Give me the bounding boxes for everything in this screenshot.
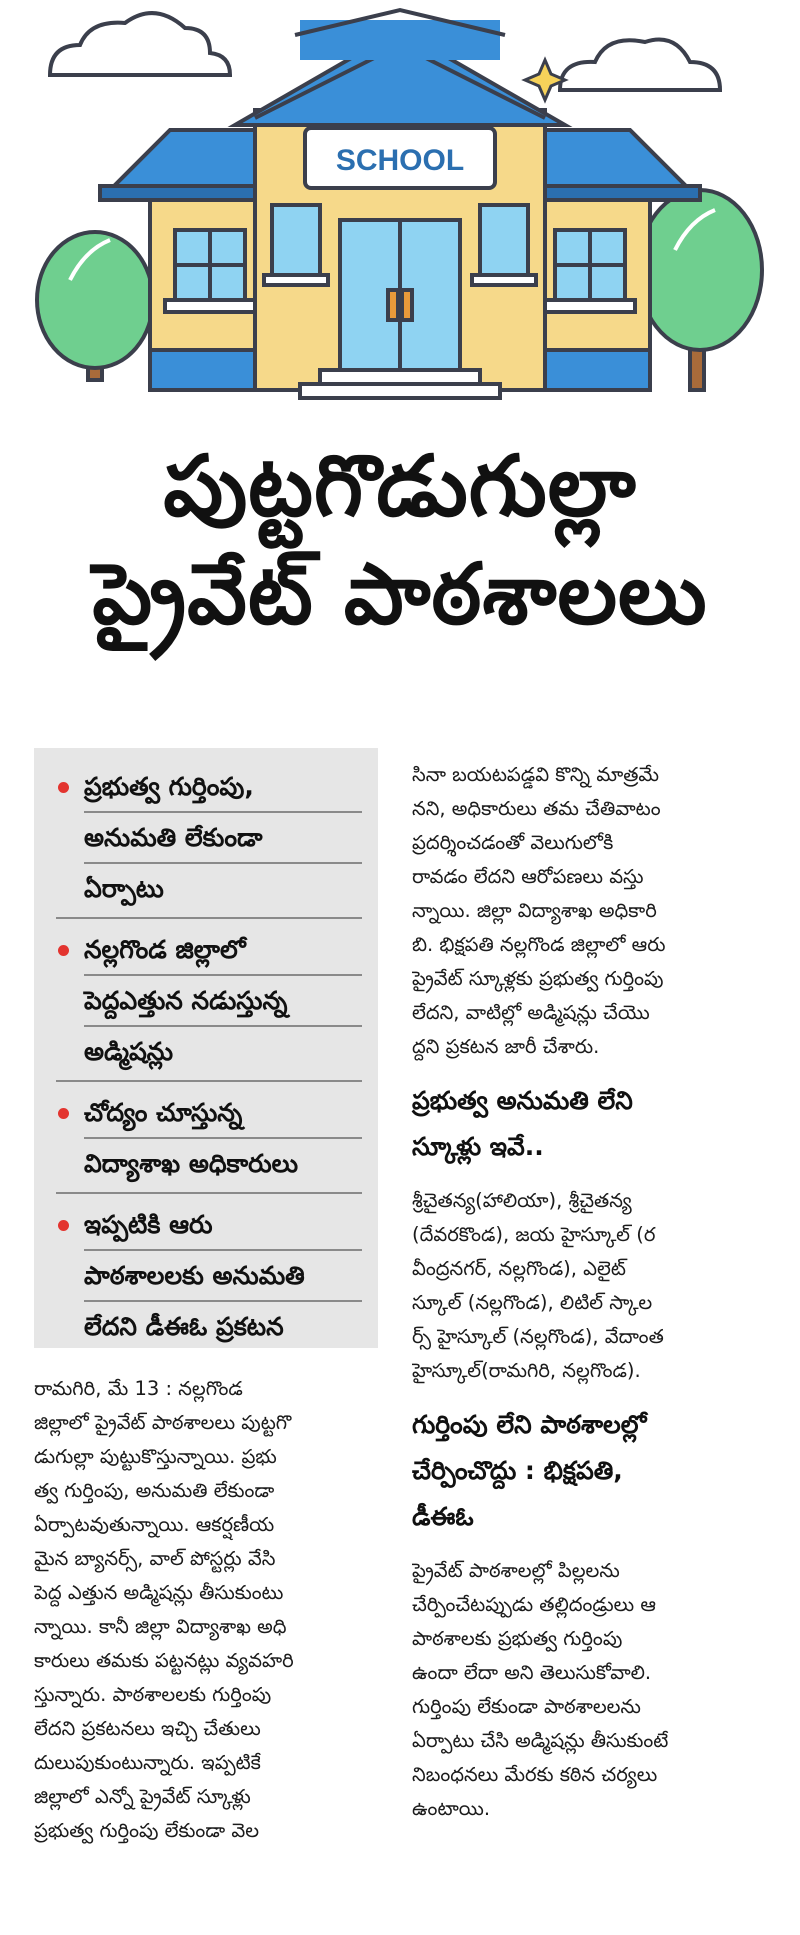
article-paragraph-2	[412, 1184, 772, 1388]
text-line: ప్రదర్శించడంతో వెలుగులోకి	[412, 831, 614, 854]
highlight-line: నల్లగొండ జిల్లాలో	[84, 925, 362, 976]
article-paragraph-3	[412, 1554, 772, 1826]
text-line: ప్రైవేట్ స్కూళ్లకు ప్రభుత్వ గుర్తింపు	[412, 967, 664, 990]
text-line: నిబంధనలు మేరకు కఠిన చర్యలు	[412, 1763, 658, 1786]
text-line: బి. భిక్షపతి నల్లగొండ జిల్లాలో ఆరు	[412, 933, 666, 956]
highlight-text	[84, 1200, 362, 1351]
subhead-2	[412, 1402, 772, 1540]
highlight-line: అడ్మిషన్లు	[84, 1037, 174, 1066]
text-line: హైస్కూల్(రామగిరి, నల్లగొండ).	[412, 1359, 641, 1382]
text-line: ఏర్పాటవుతున్నాయి. ఆకర్షణీయ	[34, 1513, 275, 1536]
text-line: చేర్పించేటప్పుడు తల్లిదండ్రులు ఆ	[412, 1593, 656, 1616]
sparkle-icon	[525, 60, 565, 100]
headline-line-2: ప్రైవేట్ పాఠశాలలు	[92, 545, 708, 643]
bullet-icon	[58, 782, 69, 793]
text-line: ద్దని ప్రకటన జారీ చేశారు.	[412, 1035, 600, 1058]
subhead-line: గుర్తింపు లేని పాఠశాలల్లో	[412, 1410, 647, 1439]
highlight-line: పాఠశాలలకు అనుమతి	[84, 1251, 362, 1302]
text-line: పెద్ద ఎత్తున అడ్మిషన్లు తీసుకుంటు	[34, 1581, 284, 1604]
text-line: గుర్తింపు లేకుండా పాఠశాలలను	[412, 1695, 641, 1718]
highlight-line: లేదని డీఈఓ ప్రకటన	[84, 1312, 284, 1341]
text-line: దులుపుకుంటున్నారు. ఇప్పటికే	[34, 1751, 261, 1774]
text-line: కారులు తమకు పట్టనట్లు వ్యవహరి	[34, 1649, 294, 1672]
text-line: లేదని ప్రకటనలు ఇచ్చి చేతులు	[34, 1717, 261, 1740]
text-line: వీంద్రనగర్, నల్లగొండ), ఎలైట్	[412, 1257, 626, 1280]
subhead-line: ప్రభుత్వ అనుమతి లేని	[412, 1086, 633, 1115]
text-line: ప్రభుత్వ గుర్తింపు లేకుండా వెల	[34, 1819, 260, 1842]
cloud-left-icon	[50, 13, 230, 75]
highlight-line: పెద్దఎత్తున నడుస్తున్న	[84, 976, 362, 1027]
subhead-line: డీఈఓ	[412, 1502, 474, 1531]
text-line: ఉందా లేదా అని తెలుసుకోవాలి.	[412, 1661, 652, 1684]
highlight-line: అనుమతి లేకుండా	[84, 813, 362, 864]
text-line: స్తున్నారు. పాఠశాలలకు గుర్తింపు	[34, 1683, 272, 1706]
bullet-icon	[58, 1108, 69, 1119]
text-line: ఏర్పాటు చేసి అడ్మిషన్లు తీసుకుంటే	[412, 1729, 669, 1752]
text-line: పాఠశాలకు ప్రభుత్వ గుర్తింపు	[412, 1627, 623, 1650]
cloud-right-icon	[560, 40, 720, 91]
text-line: డుగుల్లా పుట్టుకొస్తున్నాయి. ప్రభు	[34, 1445, 277, 1468]
school-sign-text: SCHOOL	[335, 144, 465, 177]
text-line: ర్స్ హైస్కూల్ (నల్లగొండ), వేదాంత	[412, 1325, 664, 1348]
highlight-line: విద్యాశాఖ అధికారులు	[84, 1149, 299, 1178]
highlight-item	[56, 1200, 362, 1355]
subhead-1	[412, 1078, 772, 1170]
text-line: (దేవరకొండ), జయ హైస్కూల్ (ర	[412, 1223, 656, 1246]
subhead-line: చేర్పించొద్దు : భిక్షపతి,	[412, 1456, 623, 1485]
school-illustration	[0, 0, 800, 425]
highlights-box	[34, 748, 378, 1348]
highlight-text	[84, 762, 362, 913]
highlight-line: చోద్యం చూస్తున్న	[84, 1088, 362, 1139]
text-line: స్కూల్ (నల్లగొండ), లిటిల్ స్కాల	[412, 1291, 653, 1314]
highlight-item	[56, 1088, 362, 1194]
text-line: రామగిరి, మే 13 : నల్లగొండ	[34, 1377, 243, 1400]
text-line: లేదని, వాటిల్లో అడ్మిషన్లు చేయొ	[412, 1001, 650, 1024]
text-line: సినా బయటపడ్డవి కొన్ని మాత్రమే	[412, 763, 660, 786]
text-line: నని, అధికారులు తమ చేతివాటం	[412, 797, 661, 820]
highlight-line: ఇప్పటికి ఆరు	[84, 1200, 362, 1251]
text-line: మైన బ్యానర్స్, వాల్ పోస్టర్లు వేసి	[34, 1547, 276, 1570]
tree-right-icon	[638, 190, 762, 390]
text-line: జిల్లాలో ఎన్నో ప్రైవేట్ స్కూళ్లు	[34, 1785, 251, 1808]
highlight-item	[56, 925, 362, 1082]
headline-line-1: పుట్టగొడుగుల్లా	[163, 437, 637, 535]
headline	[0, 432, 800, 648]
article-column-left	[34, 1372, 382, 1848]
highlight-text	[84, 925, 362, 1076]
text-line: త్వ గుర్తింపు, అనుమతి లేకుండా	[34, 1479, 275, 1502]
text-line: న్నాయి. జిల్లా విద్యాశాఖ అధికారి	[412, 899, 657, 922]
bullet-icon	[58, 945, 69, 956]
bullet-icon	[58, 1220, 69, 1231]
highlight-line: ఏర్పాటు	[84, 874, 164, 903]
text-line: రావడం లేదని ఆరోపణలు వస్తు	[412, 865, 644, 888]
tree-left-icon	[37, 232, 153, 380]
subhead-line: స్కూళ్లు ఇవే..	[412, 1132, 544, 1161]
text-line: శ్రీచైతన్య(హాలియా), శ్రీచైతన్య	[412, 1189, 632, 1212]
text-line: జిల్లాలో ప్రైవేట్ పాఠశాలలు పుట్టగొ	[34, 1411, 292, 1434]
highlight-item	[56, 762, 362, 919]
text-line: ప్రైవేట్ పాఠశాలల్లో పిల్లలను	[412, 1559, 620, 1582]
highlight-text	[84, 1088, 362, 1188]
text-line: ఉంటాయి.	[412, 1797, 491, 1820]
article-paragraph-1	[412, 758, 772, 1064]
text-line: న్నాయి. కానీ జిల్లా విద్యాశాఖ అధి	[34, 1615, 287, 1638]
highlight-line: ప్రభుత్వ గుర్తింపు,	[84, 762, 362, 813]
highlights-list	[34, 748, 378, 1355]
article-column-right	[412, 758, 772, 1826]
